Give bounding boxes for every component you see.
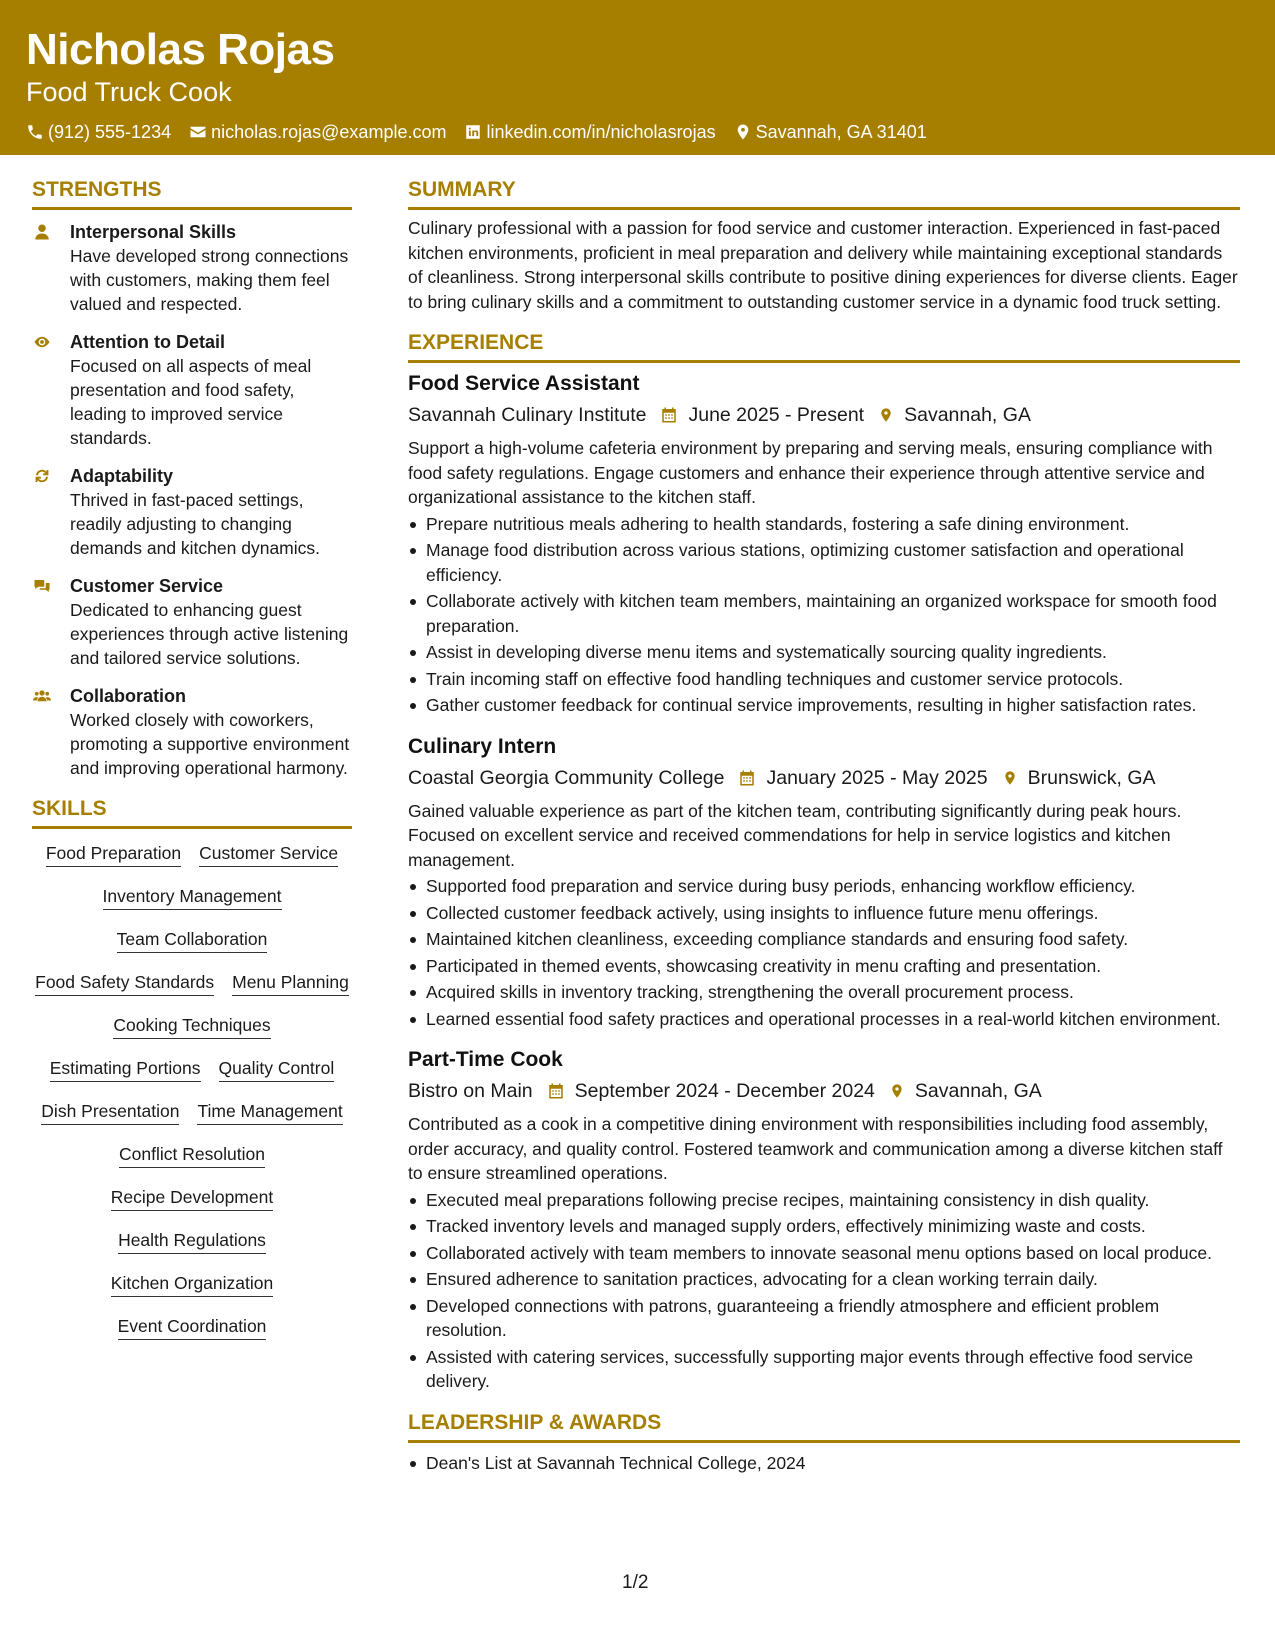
strength-description: Dedicated to enhancing guest experiences through active listening and tailored service solutions. (70, 600, 349, 668)
strength-description: Have developed strong connections with customers, making them feel valued and respected. (70, 246, 349, 314)
skill-tag: Food Safety Standards (35, 970, 214, 996)
skill-tag: Kitchen Organization (111, 1271, 273, 1297)
skill-tag: Quality Control (219, 1056, 335, 1082)
skill-tag: Dish Presentation (41, 1099, 179, 1125)
map-pin-icon (734, 123, 752, 141)
list-item: Manage food distribution across various stations, optimizing customer satisfaction and operational efficiency. (408, 538, 1240, 587)
strength-description: Worked closely with coworkers, promoting a supportive environment and improving operational harmony. (70, 710, 350, 778)
job-position: Part-Time Cook (408, 1048, 563, 1071)
job-dates: September 2024 - December 2024 (574, 1080, 875, 1102)
list-item: Dean's List at Savannah Technical College, 2024 (408, 1451, 1240, 1476)
contact-location (734, 120, 927, 144)
list-item: Tracked inventory levels and managed supply orders, effectively minimizing waste and costs. (408, 1214, 1240, 1239)
refresh-icon (32, 467, 52, 485)
job-title: Food Truck Cook (26, 77, 232, 107)
list-item: Developed connections with patrons, guaranteeing a friendly atmosphere and efficient problem resolution. (408, 1294, 1240, 1343)
job-location: Savannah, GA (904, 404, 1031, 426)
job-entry (408, 732, 1240, 1032)
strength-title: Interpersonal Skills (70, 222, 237, 242)
job-bullets (408, 1188, 1240, 1394)
list-item: Maintained kitchen cleanliness, exceeding compliance standards and ensuring food safety. (408, 927, 1240, 952)
skill-tag: Cooking Techniques (113, 1013, 270, 1039)
list-item: Prepare nutritious meals adhering to health standards, fostering a safe dining environment. (408, 512, 1240, 537)
leadership-list (408, 1451, 1240, 1476)
location-text: Savannah, GA 31401 (755, 122, 927, 142)
list-item: Supported food preparation and service during busy periods, enhancing workflow efficiency. (408, 874, 1240, 899)
calendar-icon (738, 769, 756, 787)
strength-description: Thrived in fast-paced settings, readily adjusting to changing demands and kitchen dynamics. (70, 490, 320, 558)
strength-title: Adaptability (70, 466, 174, 486)
list-item: Assisted with catering services, successfully supporting major events through effective food service delivery. (408, 1345, 1240, 1394)
strength-item (32, 464, 352, 560)
map-pin-icon (889, 1081, 905, 1101)
list-item: Collected customer feedback actively, using insights to influence future menu offerings. (408, 901, 1240, 926)
linkedin-icon (464, 123, 482, 141)
summary-section (408, 175, 1240, 314)
skill-tag: Customer Service (199, 841, 338, 867)
job-company: Savannah Culinary Institute (408, 404, 647, 426)
job-description: Gained valuable experience as part of the kitchen team, contributing significantly during peak hours. Focused on excellent service and received commendations for help in service logistics and kitchen management. (408, 800, 1182, 870)
calendar-icon (660, 406, 678, 424)
strength-title: Customer Service (70, 576, 224, 596)
contact-phone[interactable] (26, 120, 171, 144)
list-item: Participated in themed events, showcasing creativity in menu crafting and presentation. (408, 954, 1240, 979)
contact-linkedin[interactable] (464, 120, 715, 144)
list-item: Learned essential food safety practices and operational processes in a real-world kitchen environment. (408, 1007, 1240, 1032)
skill-tag: Inventory Management (103, 884, 282, 910)
job-dates: January 2025 - May 2025 (766, 766, 988, 789)
job-dates: June 2025 - Present (688, 404, 865, 426)
email-text: nicholas.rojas@example.com (211, 122, 447, 142)
envelope-icon (189, 123, 207, 141)
skill-tag: Recipe Development (111, 1185, 273, 1211)
job-location: Brunswick, GA (1027, 766, 1156, 789)
list-item: Executed meal preparations following precise recipes, maintaining consistency in dish quality. (408, 1188, 1240, 1213)
job-entry (408, 1045, 1240, 1394)
eye-icon (32, 333, 52, 351)
leadership-heading: LEADERSHIP & AWARDS (408, 1408, 1240, 1443)
strength-item (32, 684, 352, 780)
right-column (408, 175, 1240, 1477)
experience-section (408, 328, 1240, 1394)
job-description: Support a high-volume cafeteria environment by preparing and serving meals, ensuring compliance with food safety regulations. Engage customers and enhance their experience through attentive service and organizational assistance to the kitchen staff. (408, 438, 1213, 507)
map-pin-icon (1002, 768, 1018, 788)
users-icon (32, 687, 52, 705)
job-description: Contributed as a cook in a competitive dining environment with responsibilities including food assembly, order accuracy, and quality control. Fostered teamwork and communication among a diverse kitchen staff to ensure streamlined operations. (408, 1114, 1223, 1183)
list-item: Assist in developing diverse menu items and systematically sourcing quality ingredients. (408, 640, 1240, 665)
summary-text: Culinary professional with a passion for food service and customer interaction. Experienced in fast-paced kitchen environments, proficient in meal preparation and delivery while maintaining exceptional standards of cleanliness. Strong interpersonal skills contribute to positive dining experiences for diverse clients. Eager to bring culinary skills and a commitment to outstanding customer service in a dynamic food truck setting. (408, 218, 1238, 312)
strength-description: Focused on all aspects of meal presentation and food safety, leading to improved service standards. (70, 356, 312, 448)
candidate-name: Nicholas Rojas (26, 25, 335, 74)
job-entry (408, 369, 1240, 718)
calendar-icon (547, 1082, 565, 1100)
resume-header (0, 0, 1275, 155)
skill-tag: Food Preparation (46, 841, 181, 867)
leadership-section (408, 1408, 1240, 1476)
job-position: Food Service Assistant (408, 372, 640, 395)
strengths-section (32, 175, 352, 780)
phone-icon (26, 123, 44, 141)
experience-heading: EXPERIENCE (408, 328, 1240, 363)
list-item: Acquired skills in inventory tracking, strengthening the overall procurement process. (408, 980, 1240, 1005)
skills-section (32, 794, 352, 1340)
job-company: Coastal Georgia Community College (408, 766, 725, 789)
contact-email[interactable] (189, 120, 446, 144)
page-number: 1/2 (622, 1572, 649, 1593)
left-column (32, 175, 352, 1340)
job-position: Culinary Intern (408, 734, 557, 758)
job-location: Savannah, GA (914, 1080, 1042, 1102)
skill-tag: Health Regulations (118, 1228, 266, 1254)
strength-title: Attention to Detail (70, 332, 225, 352)
comments-icon (32, 577, 52, 595)
strength-item (32, 574, 352, 670)
list-item: Collaborated actively with team members to innovate seasonal menu options based on local produce. (408, 1241, 1240, 1266)
strengths-heading: STRENGTHS (32, 175, 352, 210)
skill-tag: Conflict Resolution (119, 1142, 265, 1168)
map-pin-icon (878, 405, 894, 425)
skills-list (32, 841, 352, 1340)
user-icon (32, 223, 52, 241)
skill-tag: Team Collaboration (117, 927, 268, 953)
strength-item (32, 330, 352, 450)
skill-tag: Event Coordination (118, 1314, 267, 1340)
list-item: Gather customer feedback for continual service improvements, resulting in higher satisfaction rates. (408, 693, 1240, 718)
skill-tag: Estimating Portions (50, 1056, 201, 1082)
strength-item (32, 220, 352, 316)
list-item: Ensured adherence to sanitation practices, advocating for a clean working terrain daily. (408, 1267, 1240, 1292)
skills-heading: SKILLS (32, 794, 352, 829)
summary-heading: SUMMARY (408, 175, 1240, 210)
contact-bar (26, 120, 1249, 144)
list-item: Collaborate actively with kitchen team members, maintaining an organized workspace for smooth food preparation. (408, 589, 1240, 638)
phone-text: (912) 555-1234 (48, 122, 172, 142)
list-item: Train incoming staff on effective food handling techniques and customer service protocols. (408, 667, 1240, 692)
linkedin-text: linkedin.com/in/nicholasrojas (486, 122, 716, 142)
job-bullets (408, 512, 1240, 718)
skill-tag: Menu Planning (232, 970, 349, 996)
skill-tag: Time Management (197, 1099, 342, 1125)
job-bullets (408, 874, 1240, 1031)
job-company: Bistro on Main (408, 1080, 533, 1102)
strength-title: Collaboration (70, 686, 186, 706)
